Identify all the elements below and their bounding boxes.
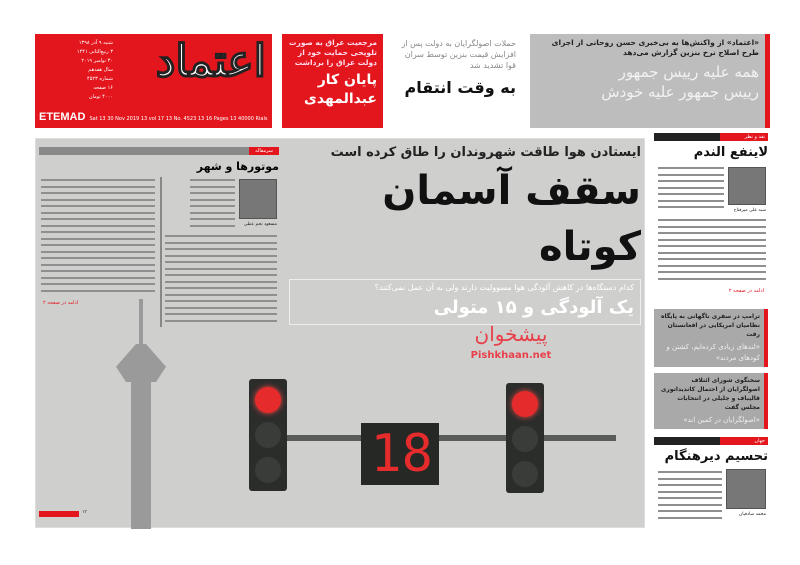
author-photo — [239, 179, 277, 219]
author-photo — [726, 469, 766, 509]
page-ref: ۱۳ — [82, 510, 87, 515]
date-line: شماره ۴۵۲۳ — [87, 76, 113, 82]
milad-tower-head — [116, 344, 166, 382]
box-quote: «لندهای زیادی کرده‌ایم، کشتن و کودهای مردند» — [666, 343, 760, 362]
masthead — [35, 34, 272, 128]
article-title: موتورها و شهر — [196, 160, 279, 173]
author-photo — [728, 167, 766, 205]
story-headline: رییس جمهور علیه خودش — [601, 83, 759, 101]
box-kicker: ترامپ در سفری ناگهانی به پایگاه نظامیان امریکایی در افغانستان رفت — [660, 313, 760, 338]
date-line: ۳ ربیع‌الثانی ۱۴۴۱ — [76, 49, 113, 55]
opinion-article[interactable] — [654, 133, 768, 299]
red-light — [255, 387, 281, 413]
latin-info: Sat 13 30 Nov 2019 13 vol 17 13 No. 4523 13 16 Pages 13 40000 Rials — [89, 116, 268, 122]
body-text — [165, 235, 277, 326]
lead-headline: سقف آسمان کوتاه — [382, 168, 641, 270]
section-label: جهان — [720, 437, 768, 445]
body-text — [658, 219, 766, 284]
traffic-pole — [286, 435, 616, 441]
countdown-display: 18 — [361, 423, 439, 485]
etemad-logo: اعتماد — [155, 36, 266, 87]
latin-name: ETEMAD — [39, 111, 86, 123]
story-kicker: «اعتماد» از واکنش‌ها به بی‌خبری حسن روحانی از اجرای طرح اصلاح نرخ بنزین گزارش می‌دهد — [551, 38, 759, 57]
pishkhaan-watermark — [456, 319, 566, 363]
article-title: تحسیم دیرهنگام — [664, 449, 768, 464]
issue-date-info — [41, 39, 113, 102]
milad-tower-spire — [139, 299, 143, 349]
editorial-article[interactable] — [39, 147, 279, 306]
watermark-persian: پیشخوان — [474, 322, 548, 346]
author-name: مسعود نجم عطی — [243, 222, 277, 227]
body-text — [658, 471, 722, 523]
light-off — [255, 422, 281, 448]
sub-headline: یک آلودگی و ۱۵ متولی — [433, 297, 634, 318]
lead-overline: ایستادن هوا طاقت شهروندان را طاق کرده است — [330, 145, 641, 160]
body-text — [41, 179, 155, 296]
traffic-light-right — [506, 383, 544, 493]
section-label: نقد و نظر — [720, 133, 768, 141]
date-line: سال هفدهم — [88, 67, 113, 73]
author-name: محمد صادقیان — [738, 512, 766, 517]
lead-section — [35, 138, 645, 528]
traffic-light-left — [249, 379, 287, 491]
date-line: ۳۰ نوامبر ۲۰۱۹ — [81, 58, 113, 64]
milad-tower-shaft — [131, 381, 151, 529]
section-label: سرمقاله — [249, 147, 279, 155]
top-story-revenge[interactable] — [392, 36, 520, 126]
body-text — [658, 167, 724, 213]
story-headline: همه علیه رییس جمهور — [618, 63, 759, 81]
watermark-latin: Pishkhaan.net — [470, 350, 552, 361]
box-quote: «اصولگرایان در کمین اند» — [683, 416, 760, 424]
world-article[interactable] — [654, 437, 768, 523]
date-line: ۴۰۰۰ تومان — [88, 94, 113, 100]
light-off — [512, 426, 538, 452]
right-column — [654, 133, 768, 523]
sub-kicker: کدام دستگاه‌ها در کاهش آلودگی هوا مسوولیت دارند ولی به آن عمل نمی‌کنند؟ — [374, 283, 634, 292]
column-divider — [160, 177, 162, 327]
lead-sub-box — [289, 279, 641, 325]
box-kicker: سخنگوی شورای ائتلاف اصولگرایان از احتمال کاندیداتوری قالیباف و جلیلی در انتخابات مجلس گفت — [660, 377, 760, 411]
date-line: ۱۶ صفحه — [93, 85, 113, 91]
lead-headline-block[interactable] — [289, 143, 641, 325]
story-headline: پایان کار عبدالمهدی — [304, 72, 377, 107]
date-line: شنبه ۹ آذر ۱۳۹۸ — [78, 40, 113, 46]
author-name: سید علی میرفتاح — [733, 208, 766, 213]
news-box-trump[interactable] — [654, 309, 768, 367]
section-bar — [39, 147, 279, 155]
top-story-president[interactable] — [530, 34, 770, 128]
section-bar — [654, 437, 768, 445]
light-off — [512, 461, 538, 487]
latin-masthead — [39, 111, 267, 126]
news-box-principlists[interactable] — [654, 373, 768, 429]
section-bar — [654, 133, 768, 141]
story-headline: به وقت انتقام — [404, 78, 516, 97]
continue-link[interactable]: ادامه در صفحه ۲ — [728, 288, 764, 294]
story-kicker: مرجعیت عراق به صورت تلویحی حمایت خود از دولت عراق را برداشت — [288, 38, 377, 67]
light-off — [255, 457, 281, 483]
photo-credit-tag — [39, 511, 79, 517]
top-story-iraq[interactable] — [282, 34, 383, 128]
body-text — [190, 179, 235, 231]
continue-link[interactable]: ادامه در صفحه ۲ — [43, 300, 79, 306]
red-light — [512, 391, 538, 417]
story-kicker: حملات اصولگرایان به دولت پس از افزایش قیمت بنزین توسط سران قوا تشدید شد — [401, 39, 516, 70]
article-title: لاینفع الندم — [693, 145, 768, 160]
